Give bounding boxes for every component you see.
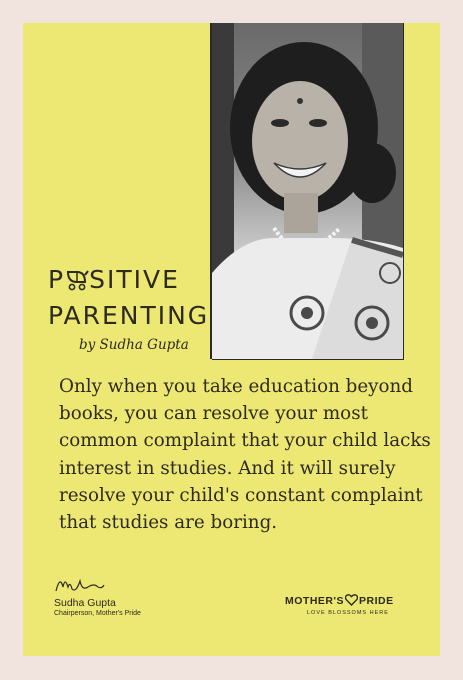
handwritten-signature	[54, 573, 106, 595]
title-parenting: PARENTING	[48, 301, 210, 330]
signatory-role: Chairperson, Mother's Pride	[54, 610, 141, 617]
title-first-letter: P	[48, 265, 66, 294]
author-photo	[212, 23, 404, 360]
poster-card	[23, 23, 440, 656]
brand-name-left: MOTHER'S	[285, 595, 344, 607]
quote-text: Only when you take education beyond books, you can resolve your most common complaint that your child lacks interest in studies. And it will surely resolve your child's constant complaint that studies are boring.	[59, 376, 431, 534]
author-byline: by Sudha Gupta	[79, 337, 189, 353]
signatory-name: Sudha Gupta	[54, 597, 116, 609]
brand-name-right: PRIDE	[359, 595, 394, 607]
pram-icon	[65, 267, 89, 291]
title-rest: SITIVE	[89, 265, 180, 294]
heart-icon	[345, 594, 358, 609]
brand-logo	[285, 594, 394, 609]
title-positive	[48, 265, 180, 294]
brand-tagline: LOVE BLOSSOMS HERE	[307, 610, 389, 616]
